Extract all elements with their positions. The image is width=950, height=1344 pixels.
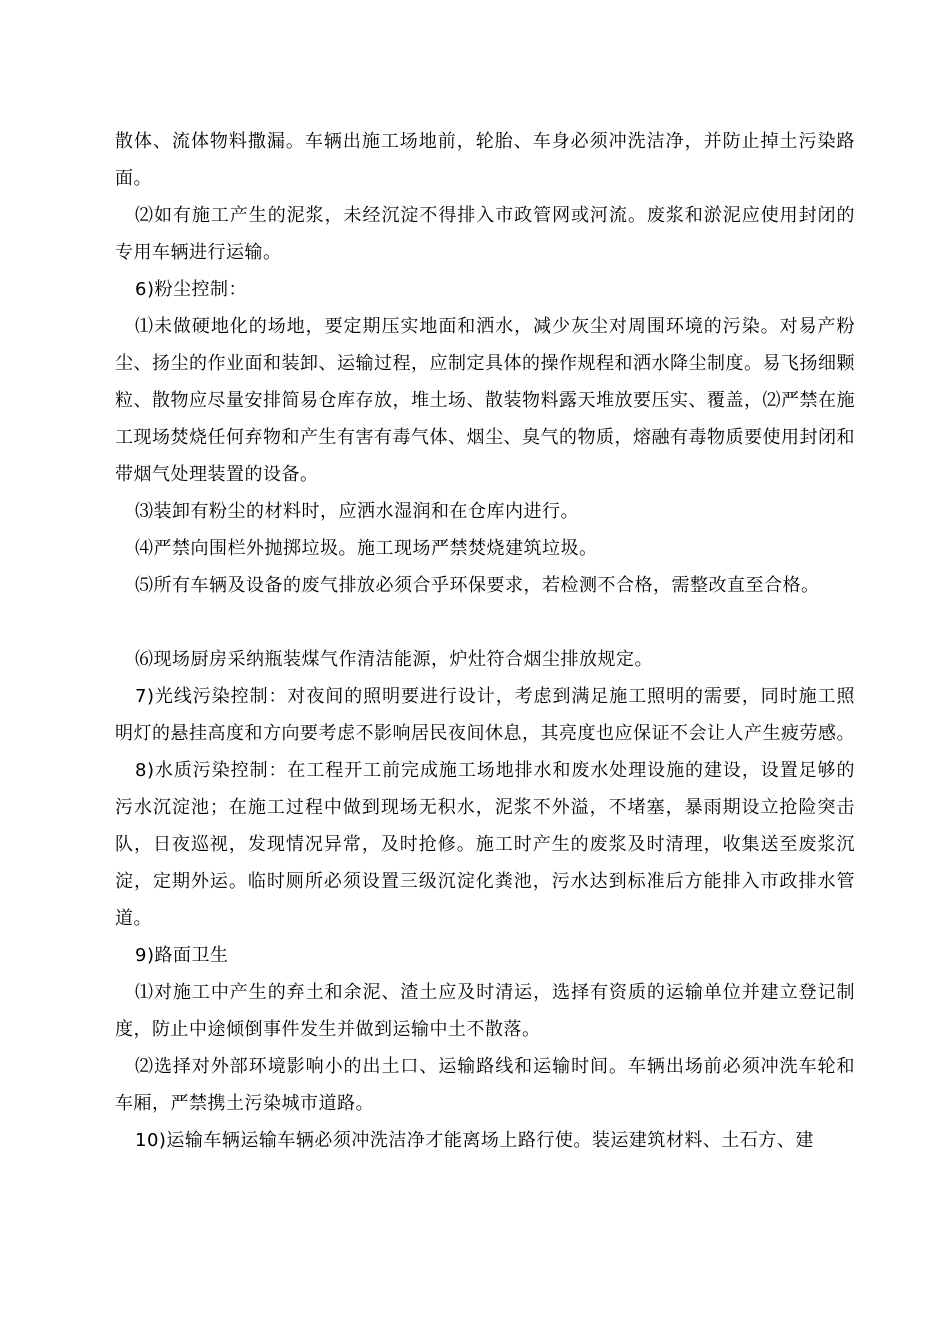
paragraph-exhaust-emission: ⑸所有车辆及设备的废气排放必须合乎环保要求，若检测不合格，需整改直至合格。 xyxy=(135,575,820,596)
document-body xyxy=(115,123,855,1159)
section-transport-vehicles: 10)运输车辆运输车辆必须冲洗洁净才能离场上路行使。装运建筑材料、土石方、建 xyxy=(135,1130,814,1151)
section-light-pollution: 7)光线污染控制：对夜间的照明要进行设计，考虑到满足施工照明的需要，同时施工照明灯的悬挂高度和方向要考虑不影响居民夜间休息，其亮度也应保证不会让人产生疲劳感。 xyxy=(115,686,855,744)
paragraph-kitchen-fuel: ⑹现场厨房采纳瓶装煤气作清洁能源，炉灶符合烟尘排放规定。 xyxy=(135,649,653,670)
paragraph-dust-measures: ⑴未做硬地化的场地，要定期压实地面和洒水，减少灰尘对周围环境的污染。对易产粉尘、扬尘的作业面和装卸、运输过程，应制定具体的操作规程和洒水降尘制度。易飞扬细颗粒、散物应尽量安排简易仓库存放，堆土场、散装物料露天堆放要压实、覆盖，⑵严禁在施工现场焚烧任何弃物和产生有害有毒气体、烟尘、臭气的物质，熔融有毒物质要使用封闭和带烟气处理装置的设备。 xyxy=(115,316,855,485)
section-heading-dust-control: 6)粉尘控制： xyxy=(135,279,247,300)
section-water-pollution: 8)水质污染控制：在工程开工前完成施工场地排水和废水处理设施的建设，设置足够的污水沉淀池；在施工过程中做到现场无积水，泥浆不外溢，不堵塞，暴雨期设立抢险突击队，日夜巡视，发现情况异常，及时抢修。施工时产生的废浆及时清理，收集送至废浆沉淀，定期外运。临时厕所必须设置三级沉淀化粪池，污水达到标准后方能排入市政排水管道。 xyxy=(115,760,855,929)
paragraph-exit-route: ⑵选择对外部环境影响小的出土口、运输路线和运输时间。车辆出场前必须冲洗车轮和车厢，严禁携土污染城市道路。 xyxy=(115,1056,855,1114)
paragraph-loading-dust: ⑶装卸有粉尘的材料时，应洒水湿润和在仓库内进行。 xyxy=(135,501,579,522)
paragraph-no-throwing: ⑷严禁向围栏外抛掷垃圾。施工现场严禁焚烧建筑垃圾。 xyxy=(135,538,598,559)
paragraph-spacer xyxy=(115,604,855,641)
paragraph-mud-disposal: ⑵如有施工产生的泥浆，未经沉淀不得排入市政管网或河流。废浆和淤泥应使用封闭的专用车辆进行运输。 xyxy=(115,205,855,263)
paragraph-spoil-removal: ⑴对施工中产生的弃土和余泥、渣土应及时清运，选择有资质的运输单位并建立登记制度，防止中途倾倒事件发生并做到运输中土不散落。 xyxy=(115,982,855,1040)
paragraph-dust-spill: 散体、流体物料撒漏。车辆出施工场地前，轮胎、车身必须冲洗洁净，并防止掉土污染路面。 xyxy=(115,131,855,189)
section-heading-road-hygiene: 9)路面卫生 xyxy=(135,945,229,966)
